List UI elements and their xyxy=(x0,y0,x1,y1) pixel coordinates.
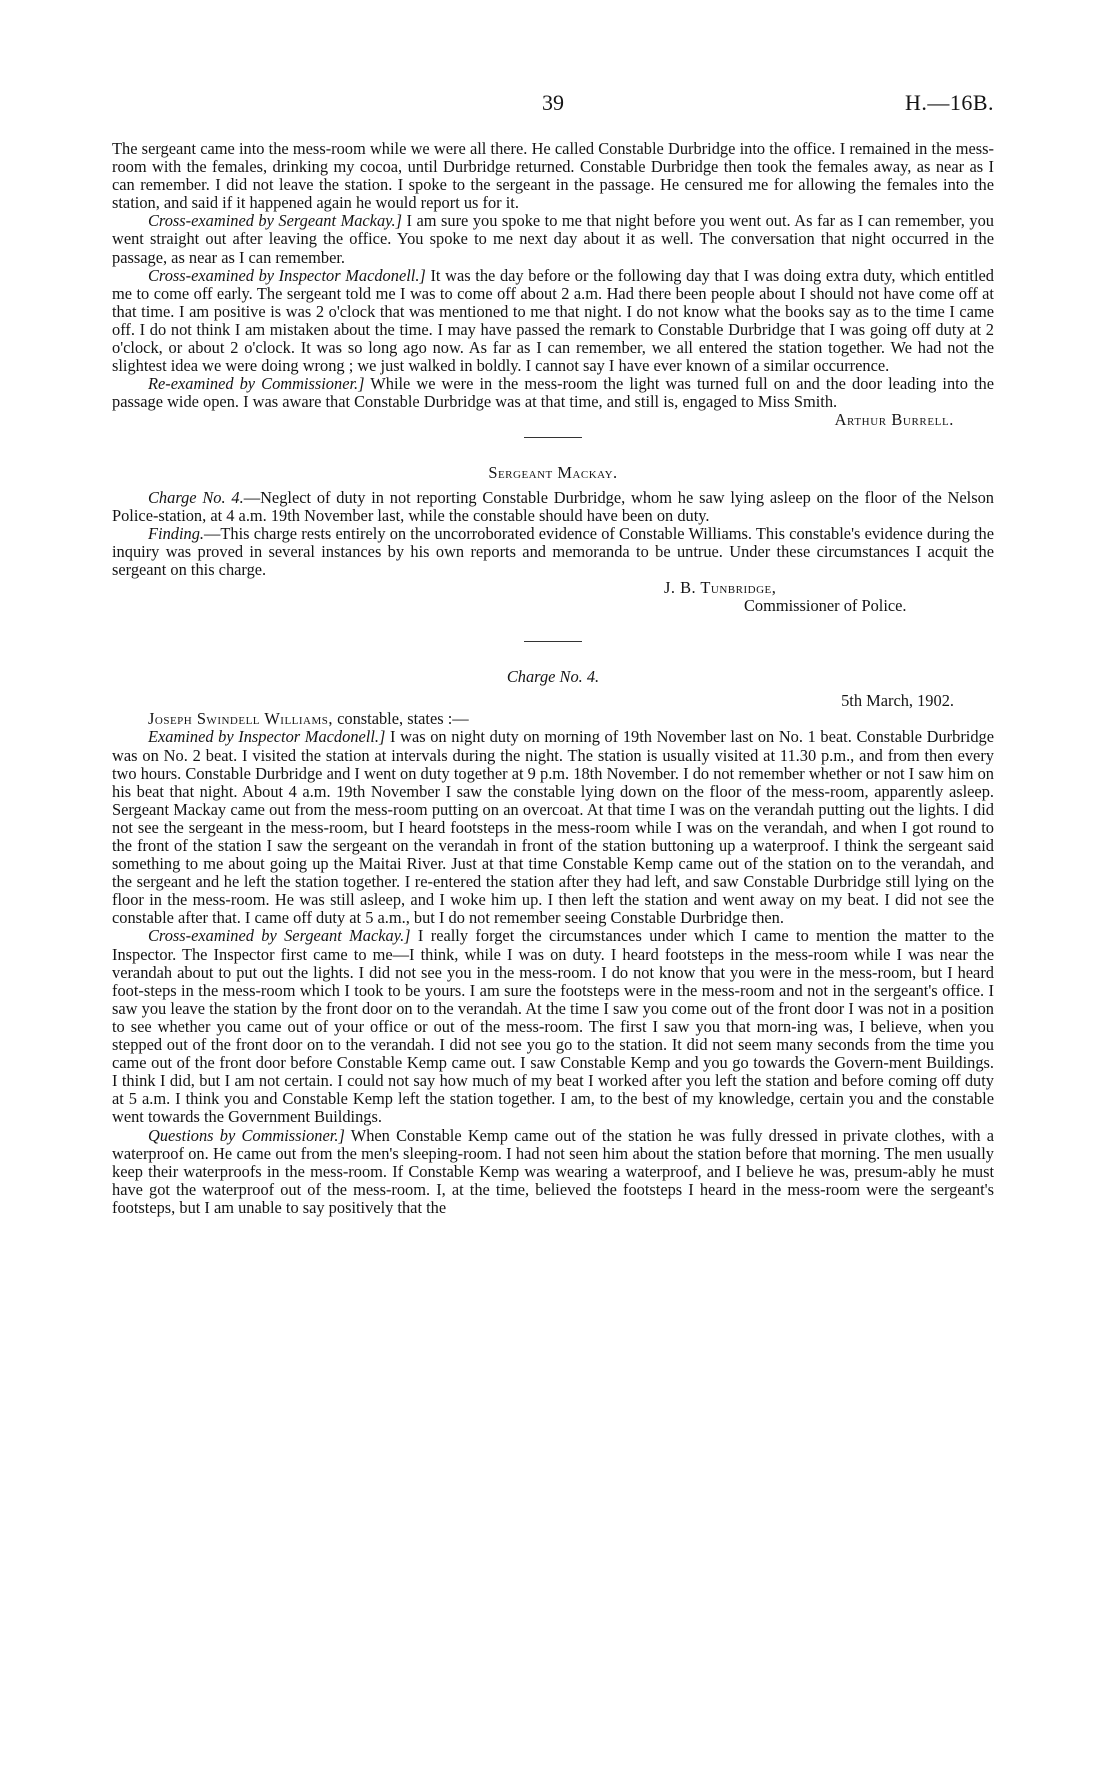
paragraph: Cross-examined by Sergeant Mackay.] I am sure you spoke to me that night before you went out. As far as I can remember, you went straight out after leaving the office. You spoke to me next day about it as well. The conversation that night occurred in the passage, as near as I can remember. xyxy=(112,211,995,267)
document-reference: H.—16B. xyxy=(904,90,994,115)
examination-lead: Examined by Inspector Macdonell.] xyxy=(148,727,386,747)
section-divider xyxy=(524,437,582,438)
section-heading: Charge No. 4. xyxy=(506,667,600,687)
paragraph: Re-examined by Commissioner.] While we were in the mess-room the light was turned full on and the door leading into the passage wide open. I was aware that Constable Durbridge was at that time, and still is, engaged to Miss Smith. Arthur Burrell. xyxy=(112,374,994,430)
witness-intro: Joseph Swindell Williams, constable, states :— xyxy=(148,709,469,729)
paragraph: Cross-examined by Sergeant Mackay.] I really forget the circumstances under which I came to mention the matter to the Inspector. The Inspector first came to me—I think, while I was on duty. I heard footsteps in the mess-room while I was near the verandah about to put out the lights. I did not see you in the mess-room. I do not know that you were in the mess-room, but I heard foot-steps in the mess-room which I took to be yours. I am sure the footsteps were in the mess-room and not in the sergeant's office. I saw you leave the station by the front door on to the verandah. At the time I saw you come out of the front door I was not in a position to see whether you came out of your office or out of the mess-room. The first I saw you that morn-ing was, I believe, when you stepped out of the front door on to the verandah. I did not see you go to the station. It did not seem many seconds from the time you came out of the front door before Constable Kemp came out. I saw Constable Kemp and you go towards the Govern-ment Buildings. I think I did, but I am not certain. I could not say how much of my beat I worked after you left the station and before coming off duty at 5 a.m. I think you and Constable Kemp left the station together. I am, to the best of my knowledge, certain you and the constable went towards the Government Buildings. xyxy=(112,926,994,1127)
paragraph: Examined by Inspector Macdonell.] I was on night duty on morning of 19th November last on No. 1 beat. Constable Durbridge was on No. 2 beat. I visited the station at intervals during the night. The station is usually visited at 11.30 p.m., and from then every two hours. Constable Durbridge and I went on duty together at 9 p.m. 18th November. I do not remember whether or not I saw him on his beat that night. About 4 a.m. 19th November I saw the constable lying down on the floor of the mess-room, apparently asleep. Sergeant Mackay came out from the mess-room putting on an overcoat. At that time I was on the verandah putting out the lights. I did not see the sergeant in the mess-room, but I heard footsteps in the mess-room while I was on the verandah, and when I got round to the front of the station I saw the sergeant on the verandah in front of the station buttoning up a waterproof. I think the sergeant said something to me about going up the Maitai River. Just at that time Constable Kemp came out of the station on to the verandah, and the sergeant and he left the station together. I re-entered the station after they had left, and saw Constable Durbridge still lying on the floor in the mess-room. He was still asleep, and I woke him up. I then left the station and went away on my beat. I did not see the constable after that. I came off duty at 5 a.m., but I do not remember seeing Constable Durbridge then. xyxy=(112,727,995,928)
paragraph: Finding.—This charge rests entirely on the uncorroborated evidence of Constable Williams. This constable's evidence during the inquiry was proved in several instances by his own reports and memoranda to be untrue. Under these circumstances I acquit the sergeant on this charge. xyxy=(112,523,994,579)
burrell-testimony xyxy=(112,139,995,430)
sergeant-mackay-finding xyxy=(112,464,994,615)
document-page xyxy=(112,88,994,1217)
signer-title: Commissioner of Police. xyxy=(744,596,907,616)
signature: Arthur Burrell. xyxy=(834,410,954,430)
section-heading: Sergeant Mackay. xyxy=(488,463,618,483)
examination-lead: Cross-examined by Inspector Macdonell.] xyxy=(148,265,426,285)
charge-lead: Charge No. 4. xyxy=(148,487,244,507)
examination-lead: Cross-examined by Sergeant Mackay.] xyxy=(148,211,403,231)
paragraph: The sergeant came into the mess-room while we were all there. He called Constable Durbridge into the office. I remained in the mess-room with the females, drinking my cocoa, until Durbridge returned. Constable Durbridge then took the females away, as near as I can remember. I did not leave the station. I spoke to the sergeant in the passage. He censured me for allowing the females into the station, and said if it happened again he would report us for it. xyxy=(112,139,994,213)
finding-lead: Finding. xyxy=(148,523,204,543)
paragraph: Charge No. 4.—Neglect of duty in not reporting Constable Durbridge, whom he saw lying asleep on the floor of the Nelson Police-station, at 4 a.m. 19th November last, while the constable should have been on duty. xyxy=(112,487,994,525)
page-number: 39 xyxy=(542,90,564,115)
page-header xyxy=(112,88,994,118)
witness-name: Joseph Swindell Williams, xyxy=(148,709,334,729)
paragraph: Questions by Commissioner.] When Constable Kemp came out of the station he was fully dressed in private clothes, with a waterproof on. He came out from the men's sleeping-room. I had not seen him about the station before that morning. The men usually keep their waterproofs in the mess-room. If Constable Kemp was wearing a waterproof, and I believe he was, presum-ably he must have got the waterproof out of the mess-room. I, at the time, believed the footsteps I heard in the mess-room were the sergeant's footsteps, but I am unable to say positively that the xyxy=(112,1125,994,1217)
examination-lead: Re-examined by Commissioner.] xyxy=(148,374,365,394)
examination-lead: Questions by Commissioner.] xyxy=(148,1125,345,1145)
williams-testimony xyxy=(112,668,994,1217)
examination-lead: Cross-examined by Sergeant Mackay.] xyxy=(148,926,411,946)
section-divider xyxy=(524,641,582,642)
signer-name: J. B. Tunbridge, xyxy=(664,577,777,597)
paragraph: Cross-examined by Inspector Macdonell.] It was the day before or the following day that I was doing extra duty, which entitled me to come off early. The sergeant told me I was to come off about 2 a.m. Had there been people about I should not have come off at that time. I am positive is was 2 o'clock that was mentioned to me that night. I do not know what the books say as to the time I came off. I do not think I am mistaken about the time. I may have passed the remark to Constable Durbridge that I was going off duty at 2 o'clock, or about 2 o'clock. It was so long ago now. As far as I can remember, we all entered the station together. We had not the slightest idea we were doing wrong ; we just walked in boldly. I cannot say I have ever known of a similar occurrence. xyxy=(112,265,994,376)
dateline: 5th March, 1902. xyxy=(841,691,954,711)
